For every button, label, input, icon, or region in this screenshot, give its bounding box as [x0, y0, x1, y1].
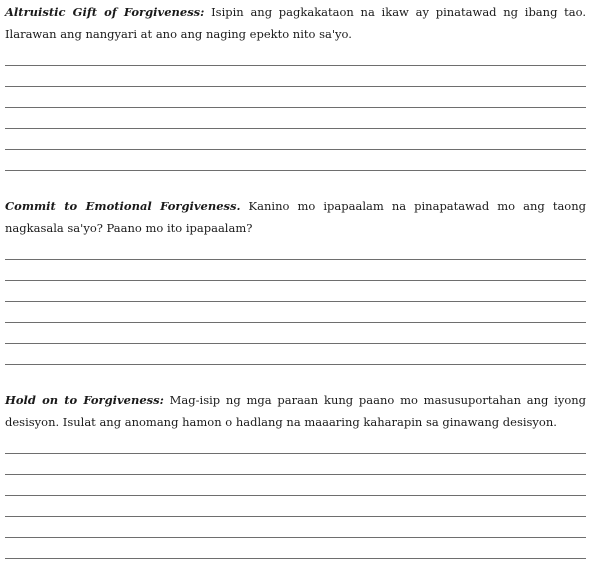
section-hold-on	[5, 389, 586, 559]
section-instructions: Kanino mo ipapaalam na pinapatawad mo ang taong nagkasala sa'yo? Paano mo ito ipapaalam?	[5, 199, 586, 235]
section-altruistic-gift	[5, 1, 586, 171]
answer-line[interactable]	[5, 454, 586, 475]
answer-line[interactable]	[5, 323, 586, 344]
answer-line[interactable]	[5, 66, 586, 87]
answer-line[interactable]	[5, 45, 586, 66]
answer-line[interactable]	[5, 538, 586, 559]
section-heading: Altruistic Gift of Forgiveness:	[5, 5, 205, 19]
answer-line[interactable]	[5, 344, 586, 365]
answer-line[interactable]	[5, 517, 586, 538]
section-instructions: Mag-isip ng mga paraan kung paano mo masusuportahan ang iyong desisyon. Isulat ang anomang hamon o hadlang na maaaring kaharapin sa ginawang desisyon.	[5, 393, 587, 429]
answer-line[interactable]	[5, 129, 586, 150]
section-instructions: Isipin ang pagkakataon na ikaw ay pinatawad ng ibang tao. Ilarawan ang nangyari at ano ang naging epekto nito sa'yo.	[5, 5, 587, 41]
answer-line[interactable]	[5, 302, 586, 323]
section-prompt	[5, 1, 586, 45]
section-heading: Hold on to Forgiveness:	[5, 393, 164, 407]
answer-line[interactable]	[5, 87, 586, 108]
answer-line[interactable]	[5, 239, 586, 260]
answer-line[interactable]	[5, 496, 586, 517]
answer-line[interactable]	[5, 150, 586, 171]
section-prompt	[5, 195, 586, 239]
section-emotional-forgiveness	[5, 195, 586, 365]
answer-lines	[5, 239, 586, 365]
answer-line[interactable]	[5, 260, 586, 281]
section-prompt	[5, 389, 586, 433]
section-heading: Commit to Emotional Forgiveness.	[5, 199, 241, 213]
answer-lines	[5, 45, 586, 171]
answer-line[interactable]	[5, 281, 586, 302]
answer-line[interactable]	[5, 475, 586, 496]
answer-line[interactable]	[5, 433, 586, 454]
answer-lines	[5, 433, 586, 559]
answer-line[interactable]	[5, 108, 586, 129]
